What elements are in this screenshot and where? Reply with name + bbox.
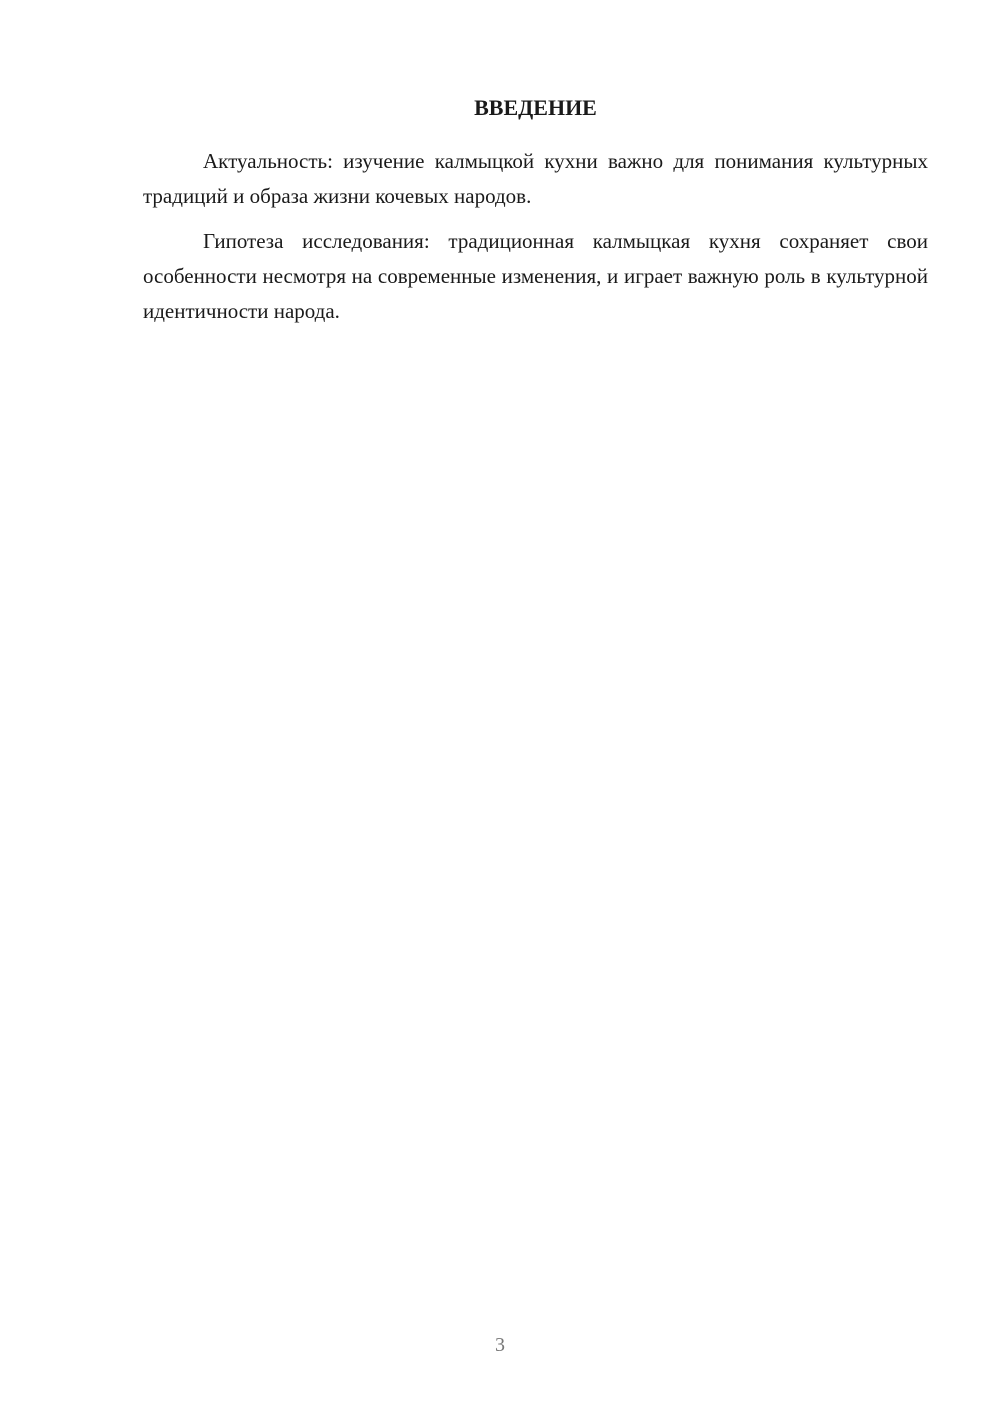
page-number: 3: [495, 1334, 505, 1356]
page-content: [143, 92, 928, 339]
first-paragraph: Актуальность: изучение калмыцкой кухни важно для понимания культурных традиций и образа жизни кочевых народов.: [143, 149, 928, 208]
section-title: ВВЕДЕНИЕ: [474, 95, 597, 120]
final-paragraph: Гипотеза исследования: традиционная калмыцкая кухня сохраняет свои особенности несмотря на современные изменения, и играет важную роль в культурной идентичности народа.: [143, 229, 928, 323]
